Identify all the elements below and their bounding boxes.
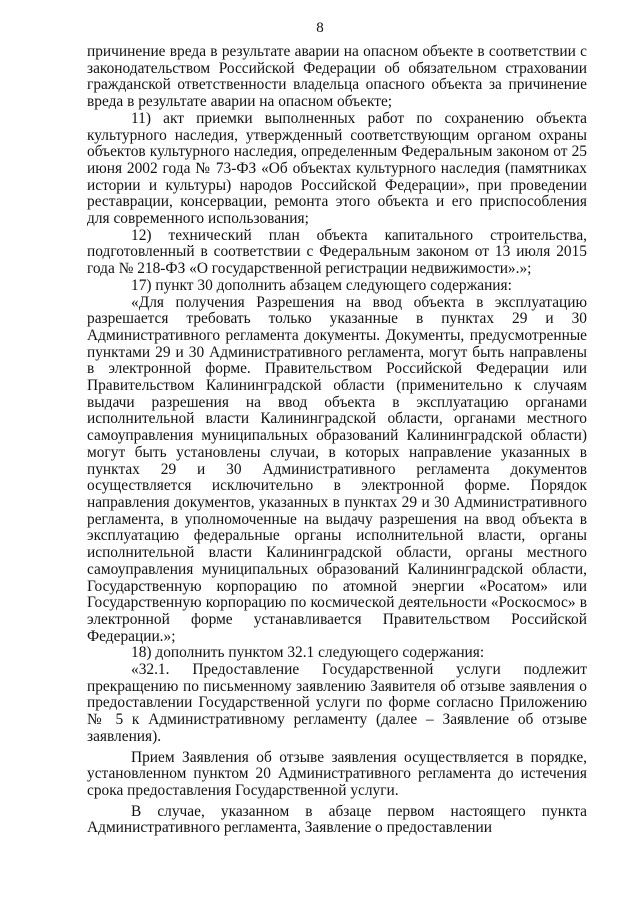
page-number: 8 xyxy=(316,20,324,36)
paragraph-quote-30: «Для получения Разрешения на ввод объекта в эксплуатацию разрешается требовать только указанные в пунктах 29 и 30 Административного регламента документы. Документы, предусмотренные пунктами 29 и 30 Административного регламента, могут быть направлены в электронной форме. Правительством Российской Федерации или Правительством Калининградской области (применительно к случаям выдачи разрешения на ввод объекта в эксплуатацию органами исполнительной власти Калининградской области, органами местного самоуправления муниципальных образований Калининградской области) могут быть установлены случаи, в которых направление указанных в пунктах 29 и 30 Административного регламента документов осуществляется исключительно в электронной форме. Порядок направления документов, указанных в пунктах 29 и 30 Административного регламента, в уполномоченные на выдачу разрешения на ввод объекта в эксплуатацию федеральные органы исполнительной власти, органы исполнительной власти Калининградской области, органы местного самоуправления муниципальных образований Калининградской области, Государственную корпорацию по атомной энергии «Росатом» или Государственную корпорацию по космической деятельности «Роскосмос» в электронной форме устанавливается Правительством Российской Федерации.»; xyxy=(87,293,587,645)
paragraph-withdrawal-receipt: Прием Заявления об отзыве заявления осуществляется в порядке, установленном пунктом 20 Административного регламента до истечения срока предоставления Государственной услуги. xyxy=(87,748,587,799)
document-body xyxy=(87,44,587,837)
paragraph-item-17: 17) пункт 30 дополнить абзацем следующего содержания: xyxy=(131,276,512,294)
paragraph-case-note: В случае, указанном в абзаце первом настоящего пункта Административного регламента, Заявление о предоставлении xyxy=(87,802,587,837)
paragraph-item-18: 18) дополнить пунктом 32.1 следующего содержания: xyxy=(131,644,485,662)
paragraph-item-11: 11) акт приемки выполненных работ по сохранению объекта культурного наследия, утвержденный соответствующим органом охраны объектов культурного наследия, определенным Федеральным законом от 25 июня 2002 года № 73-ФЗ «Об объектах культурного наследия (памятниках истории и культуры) народов Российской Федерации», при проведении реставрации, консервации, ремонта этого объекта и его приспособления для современного использования; xyxy=(87,109,587,228)
paragraph-item-12: 12) технический план объекта капитального строительства, подготовленный в соответствии с Федеральным законом от 13 июля 2015 года № 218-ФЗ «О государственной регистрации недвижимости».»; xyxy=(87,226,587,278)
paragraph-continuation: причинение вреда в результате аварии на опасном объекте в соответствии с законодательством Российской Федерации об обязательном страховании гражданской ответственности владельца опасного объекта за причинение вреда в результате аварии на опасном объекте; xyxy=(87,43,587,111)
paragraph-quote-32-1: «32.1. Предоставление Государственной услуги подлежит прекращению по письменному заявлению Заявителя об отзыве заявления о предоставлении Государственной услуги по форме согласно Приложению № 5 к Административному регламенту (далее – Заявление об отзыве заявления). xyxy=(87,661,587,745)
